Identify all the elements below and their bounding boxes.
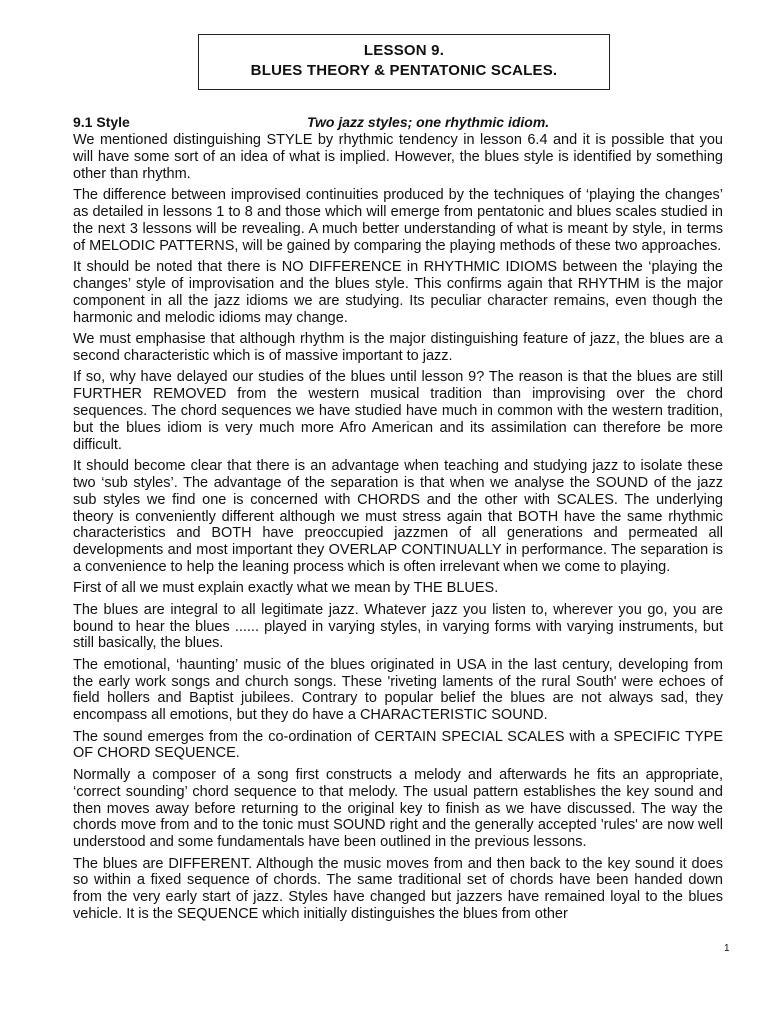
- paragraph: First of all we must explain exactly what we mean by THE BLUES.: [73, 580, 499, 597]
- section-heading: [73, 112, 713, 132]
- lesson-title: BLUES THEORY & PENTATONIC SCALES.: [250, 62, 558, 79]
- lesson-label: LESSON 9.: [363, 42, 445, 59]
- paragraph: The blues are integral to all legitimate jazz. Whatever jazz you listen to, wherever you go, you are bound to hear the blues ...... played in varying styles, in varying forms with varying instruments, but still basically, the blues.: [73, 601, 723, 652]
- section-subtitle: Two jazz styles; one rhythmic idiom.: [307, 114, 550, 130]
- paragraph: Normally a composer of a song first constructs a melody and afterwards he fits an appropriate, ‘correct sounding’ chord sequence to that melody. The usual pattern establishes the key sound and then moves away before returning to the original key to finish as we have discussed. The way the chords move from and to the tonic must SOUND right and the generally accepted 'rules' are now well understood and some fundamentals have been outlined in the previous lessons.: [73, 766, 723, 851]
- body-text: [73, 132, 723, 927]
- paragraph: It should become clear that there is an advantage when teaching and studying jazz to isolate these two ‘sub styles’. The advantage of the separation is that when we analyse the SOUND of the jazz sub styles we find one is concerned with CHORDS and the other with SCALES. The underlying theory is conveniently different although we must stress again that BOTH have the same rhythmic characteristics and BOTH have preoccupied jazzmen of all generations and permeated all developments and most important they OVERLAP CONTINUALLY in performance. The separation is a convenience to help the leaning process which is often irrelevant when we come to playing.: [73, 457, 723, 576]
- page-number: 1: [724, 943, 730, 954]
- paragraph: The sound emerges from the co-ordination of CERTAIN SPECIAL SCALES with a SPECIFIC TYPE OF CHORD SEQUENCE.: [73, 728, 723, 762]
- paragraph: If so, why have delayed our studies of the blues until lesson 9? The reason is that the blues are still FURTHER REMOVED from the western musical tradition than improvising over the chord sequences. The chord sequences we have studied have much in common with the western tradition, but the blues idiom is very much more Afro American and its assimilation can therefore be more difficult.: [73, 368, 723, 453]
- paragraph: We mentioned distinguishing STYLE by rhythmic tendency in lesson 6.4 and it is possible that you will have some sort of an idea of what is implied. However, the blues style is identified by something other than rhythm.: [73, 132, 723, 182]
- paragraph: We must emphasise that although rhythm is the major distinguishing feature of jazz, the blues are a second characteristic which is of massive important to jazz.: [73, 330, 723, 364]
- paragraph: The difference between improvised continuities produced by the techniques of ‘playing the changes’ as detailed in lessons 1 to 8 and those which will emerge from pentatonic and blues scales studied in the next 3 lessons will be revealing. A much better understanding of what is meant by style, in terms of MELODIC PATTERNS, will be gained by comparing the playing methods of these two approaches.: [73, 187, 723, 254]
- section-number-title: 9.1 Style: [73, 114, 130, 130]
- lesson-title-box: [198, 34, 610, 90]
- paragraph: The emotional, ‘haunting’ music of the blues originated in USA in the last century, developing from the early work songs and church songs. These 'riveting laments of the rural South' were echoes of field hollers and Baptist jubilees. Contrary to popular belief the blues are not always sad, they encompass all emotions, but they do have a CHARACTERISTIC SOUND.: [73, 656, 723, 724]
- paragraph: The blues are DIFFERENT. Although the music moves from and then back to the key sound it does so within a fixed sequence of chords. The same traditional set of chords have been handed down from the very early start of jazz. Styles have changed but jazzers have remained loyal to the blues vehicle. It is the SEQUENCE which initially distinguishes the blues from other: [73, 855, 723, 923]
- paragraph: It should be noted that there is NO DIFFERENCE in RHYTHMIC IDIOMS between the ‘playing the changes’ style of improvisation and the blues style. This confirms again that RHYTHM is the major component in all the jazz idioms we are studying. Its peculiar character remains, even though the harmonic and melodic idioms may change.: [73, 258, 723, 326]
